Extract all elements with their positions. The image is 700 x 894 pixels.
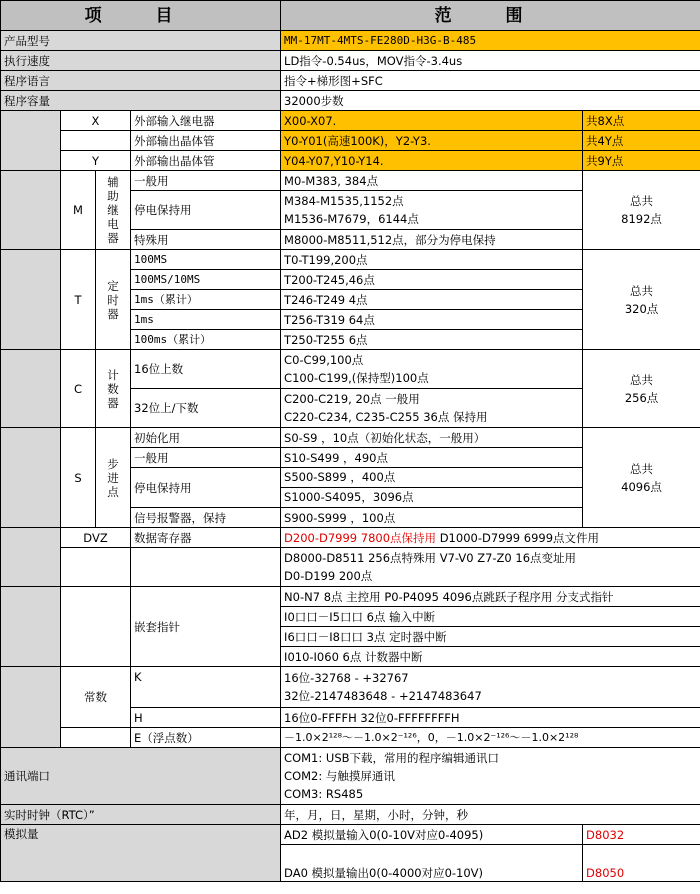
analog-label: 模拟量	[1, 825, 281, 882]
header-range: 范 围	[281, 1, 700, 31]
comm-line: COM2: 与触摸屏通讯	[284, 769, 395, 783]
t-name: 100MS/10MS	[131, 270, 281, 290]
io-total-y1: 共4Y点	[583, 131, 700, 151]
const-e-label: E（浮点数）	[131, 728, 281, 748]
row-rtc	[1, 805, 700, 825]
c-group-char: 数	[107, 381, 119, 396]
t-value: T256-T319 64点	[281, 310, 583, 330]
c-total-line: 256点	[624, 390, 659, 405]
row-t-0	[1, 250, 700, 270]
const-k-value	[281, 667, 700, 708]
row-capacity	[1, 91, 700, 111]
label-speed: 执行速度	[1, 51, 281, 71]
m-group-char: 电	[107, 217, 119, 231]
row-model	[1, 31, 700, 51]
comm-line: COM3: RS485	[284, 787, 364, 801]
s-group-char: 进	[107, 470, 119, 485]
m-name-special: 特殊用	[131, 230, 281, 250]
value-capacity: 32000步数	[281, 91, 700, 111]
row-const-k	[1, 667, 700, 708]
s-value-general: S10-S499 ，490点	[281, 448, 583, 468]
row-s-init	[1, 428, 700, 448]
dvz-line: D0-D199 200点	[284, 569, 373, 583]
t-group-char: 时	[107, 292, 119, 307]
io-name-y2: 外部输出晶体管	[131, 151, 281, 171]
m-group-char: 助	[107, 189, 119, 203]
c-group	[96, 350, 131, 428]
io-code-x: X	[61, 111, 131, 131]
const-k-line: 32位-2147483648 - +2147483647	[284, 689, 482, 703]
comm-line: COM1: USB下载，常用的程序编辑通讯口	[284, 751, 500, 765]
dvz-code: DVZ	[61, 528, 131, 548]
t-name: 100MS	[131, 250, 281, 270]
dvz-value-red: D200-D7999 7800点保持用	[284, 530, 437, 545]
label-capacity: 程序容量	[1, 91, 281, 111]
t-value: T246-T249 4点	[281, 290, 583, 310]
s-group-char: 点	[107, 484, 119, 499]
m-name-general: 一般用	[131, 171, 281, 191]
c-value-line: C0-C99,100点	[284, 353, 364, 367]
c-value-32	[281, 389, 583, 428]
const-h-value: 16位0-FFFFH 32位0-FFFFFFFFH	[281, 708, 700, 728]
dvz-value	[281, 528, 700, 548]
row-io-y1	[1, 131, 700, 151]
const-k-line: 16位-32768 - +32767	[284, 671, 409, 685]
t-name: 100ms（累计）	[131, 330, 281, 350]
m-blank	[1, 171, 61, 250]
s-name-init: 初始化用	[131, 428, 281, 448]
row-io-y2	[1, 151, 700, 171]
value-model: MM-17MT-4MTS-FE280D-H3G-B-485	[281, 31, 700, 51]
io-name-y1: 外部输出晶体管	[131, 131, 281, 151]
s-code: S	[61, 428, 96, 528]
const-name: 常数	[61, 667, 131, 728]
m-group-char: 器	[107, 231, 119, 245]
value-language: 指令+梯形图+SFC	[281, 71, 700, 91]
t-value: T0-T199,200点	[281, 250, 583, 270]
row-nest-0	[1, 587, 700, 607]
analog-out-reg: D8050	[583, 845, 700, 882]
nest-line: I0口口－I5口口 6点 输入中断	[281, 607, 700, 627]
m-value-general: M0-M383, 384点	[281, 171, 583, 191]
header-row	[1, 1, 700, 31]
m-code: M	[61, 171, 96, 250]
const-h-label: H	[131, 708, 281, 728]
header-item: 项 目	[1, 1, 281, 31]
io-value-y1: Y0-Y01(高速100K)，Y2-Y3.	[281, 131, 583, 151]
m-value-retain-line: M1536-M7679，6144点	[284, 212, 419, 226]
dvz-line: D8000-D8511 256点特殊用 V7-V0 Z7-Z0 16点变址用	[284, 551, 577, 565]
m-group-char: 继	[107, 203, 119, 217]
t-total-line: 总共	[630, 283, 654, 298]
row-language	[1, 71, 700, 91]
s-name-alarm: 信号报警器，保持	[131, 508, 281, 528]
nest-name: 嵌套指针	[131, 587, 281, 667]
t-name: 1ms	[131, 310, 281, 330]
t-value: T200-T245,46点	[281, 270, 583, 290]
s-value-init: S0-S9 ，10点（初始化状态，一般用）	[281, 428, 583, 448]
dvz-value-rest: D1000-D7999 6999点文件用	[436, 530, 600, 545]
io-total-y2: 共9Y点	[583, 151, 700, 171]
c-total-line: 总共	[630, 372, 654, 387]
c-group-char: 器	[107, 395, 119, 410]
row-comm	[1, 748, 700, 805]
row-io-x	[1, 111, 700, 131]
t-value: T250-T255 6点	[281, 330, 583, 350]
c-value-line: C100-C199,(保持型)100点	[284, 371, 429, 385]
s-name-retain: 停电保持用	[131, 468, 281, 508]
c-value-line: C200-C219, 20点 一般用	[284, 392, 420, 406]
const-k-label: K	[131, 667, 281, 708]
io-value-x: X00-X07.	[281, 111, 583, 131]
m-total-line: 8192点	[621, 212, 662, 226]
io-code-y1	[61, 131, 131, 151]
row-dvz-2	[1, 548, 700, 587]
c-code: C	[61, 350, 96, 428]
const-blank	[1, 667, 61, 748]
m-group-char: 辅	[107, 175, 119, 189]
c-group-char: 计	[107, 367, 119, 382]
m-value-retain	[281, 191, 583, 230]
row-analog-in	[1, 825, 700, 845]
rtc-value: 年，月，日，星期，小时，分钟，秒	[281, 805, 700, 825]
row-const-e	[1, 728, 700, 748]
c-value-line: C220-C234, C235-C255 36点 保持用	[284, 410, 488, 424]
const-e-blank	[61, 728, 131, 748]
t-name: 1ms（累计）	[131, 290, 281, 310]
t-group	[96, 250, 131, 350]
io-code-y2: Y	[61, 151, 131, 171]
io-value-y2: Y04-Y07,Y10-Y14.	[281, 151, 583, 171]
comm-value	[281, 748, 700, 805]
row-speed	[1, 51, 700, 71]
s-total	[583, 428, 700, 528]
t-blank	[1, 250, 61, 350]
s-value-retain	[281, 468, 583, 508]
dvz-blank-3	[131, 548, 281, 587]
c-name-32: 32位上/下数	[131, 389, 281, 428]
rtc-label: 实时时钟（RTC）”	[1, 805, 281, 825]
m-total-line: 总共	[630, 194, 654, 208]
const-e-value: －1.0×2¹²⁸～－1.0×2⁻¹²⁶，0，－1.0×2⁻¹²⁶～－1.0×2¹²⁸	[281, 728, 700, 748]
nest-blank-2	[61, 587, 131, 667]
row-c-16	[1, 350, 700, 389]
c-blank	[1, 350, 61, 428]
t-group-char: 定	[107, 278, 119, 293]
io-blank	[1, 111, 61, 171]
label-model: 产品型号	[1, 31, 281, 51]
dvz-blank	[1, 528, 61, 587]
analog-out-text: DA0 模拟量输出0(0-4000对应0-10V)	[281, 845, 583, 882]
m-total	[583, 171, 700, 250]
dvz-value-2	[281, 548, 700, 587]
row-m-general	[1, 171, 700, 191]
c-total	[583, 350, 700, 428]
c-value-16	[281, 350, 583, 389]
s-group-char: 步	[107, 456, 119, 471]
m-value-special: M8000-M8511,512点，部分为停电保持	[281, 230, 583, 250]
nest-line: I010-I060 6点 计数器中断	[281, 647, 700, 667]
m-group	[96, 171, 131, 250]
s-value-retain-line: S500-S899 ，400点	[281, 468, 582, 488]
comm-label: 通讯端口	[1, 748, 281, 805]
dvz-name: 数据寄存器	[131, 528, 281, 548]
m-name-retain: 停电保持用	[131, 191, 281, 230]
s-name-general: 一般用	[131, 448, 281, 468]
s-blank	[1, 428, 61, 528]
analog-in-reg: D8032	[583, 825, 700, 845]
analog-in-text: AD2 模拟量输入0(0-10V对应0-4095)	[281, 825, 583, 845]
label-language: 程序语言	[1, 71, 281, 91]
io-name-x: 外部输入继电器	[131, 111, 281, 131]
s-total-line: 总共	[630, 461, 654, 476]
nest-line: I6口口－I8口口 3点 定时器中断	[281, 627, 700, 647]
s-value-retain-line: S1000-S4095，3096点	[284, 490, 414, 504]
t-total-line: 320点	[624, 301, 659, 316]
s-value-alarm: S900-S999 ，100点	[281, 508, 583, 528]
c-name-16: 16位上数	[131, 350, 281, 389]
m-value-retain-line: M384-M1535,1152点	[284, 194, 404, 208]
nest-line: N0-N7 8点 主控用 P0-P4095 4096点跳跃子程序用 分支式指针	[281, 587, 700, 607]
t-total	[583, 250, 700, 350]
s-group	[96, 428, 131, 528]
io-total-x: 共8X点	[583, 111, 700, 131]
t-code: T	[61, 250, 96, 350]
value-speed: LD指令-0.54us，MOV指令-3.4us	[281, 51, 700, 71]
nest-blank	[1, 587, 61, 667]
row-dvz	[1, 528, 700, 548]
t-group-char: 器	[107, 306, 119, 321]
dvz-blank-2	[61, 548, 131, 587]
s-total-line: 4096点	[621, 479, 662, 494]
